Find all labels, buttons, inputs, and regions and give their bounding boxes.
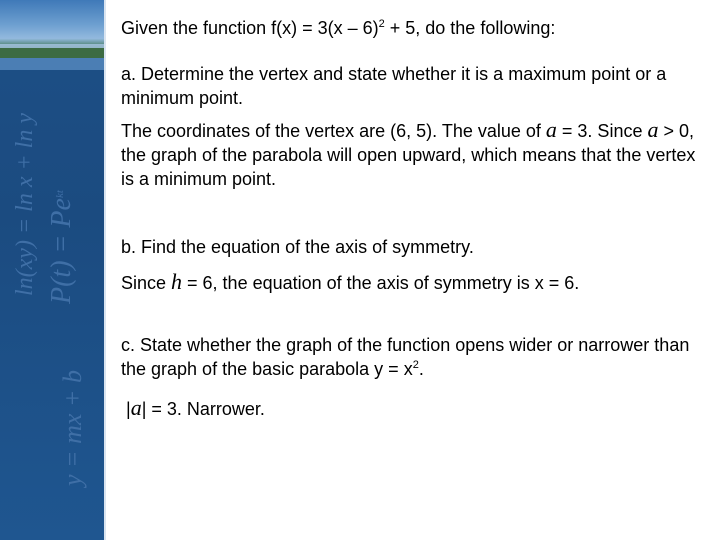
sidebar-formula-growth-exponent: kt [54, 190, 66, 199]
landscape-photo [0, 0, 104, 70]
part-c-answer [126, 396, 714, 421]
part-c-question-prefix: c. State whether the graph of the function opens wider or narrower than the graph of the basic parabola y = x [121, 335, 690, 379]
part-b-answer [121, 270, 709, 295]
sidebar-formula-growth-base: P(t) = Pe [46, 198, 77, 304]
given-prefix: Given the function f(x) = 3(x – 6) [121, 18, 379, 38]
part-b-var-h: h [171, 269, 183, 294]
part-c-answer-rest: | = 3. Narrower. [141, 399, 265, 419]
part-c-abs-bar: | [126, 399, 131, 419]
part-b-answer-text-1: Since [121, 273, 172, 293]
part-c-question-suffix: . [418, 359, 424, 379]
part-c-var-a: a [130, 395, 142, 420]
part-a-question: a. Determine the vertex and state whether it is a maximum point or a minimum point. [121, 64, 667, 108]
part-a-answer-text-1: The coordinates of the vertex are (6, 5). The value of [121, 121, 546, 141]
part-a-answer-text-2: = 3. Since [556, 121, 648, 141]
part-a-var-a-1: a [545, 117, 557, 142]
sidebar-divider [104, 0, 106, 540]
part-c-question [121, 333, 709, 381]
part-b-answer-text-2: = 6, the equation of the axis of symmetry is x = 6. [182, 273, 580, 293]
given-exponent: 2 [378, 18, 385, 30]
part-a-var-a-2: a [647, 117, 659, 142]
given-function [121, 16, 709, 40]
part-b-question: b. Find the equation of the axis of symmetry. [121, 237, 474, 257]
sidebar-formula-growth [46, 190, 78, 304]
part-a-answer [121, 118, 709, 191]
part-a-answer-text-3: > 0, the graph of the parabola will open upward, which means that the vertex is a minimum point. [121, 121, 696, 189]
sidebar-decoration [0, 0, 104, 540]
part-c-question-exponent: 2 [412, 359, 419, 371]
sidebar-formula-line: y = mx + b [58, 370, 87, 486]
given-suffix: + 5, do the following: [384, 18, 556, 38]
photo-land-strip [0, 48, 104, 58]
sidebar-formula-log: ln(xy) = ln x + ln y [12, 113, 38, 296]
photo-water [0, 58, 104, 70]
